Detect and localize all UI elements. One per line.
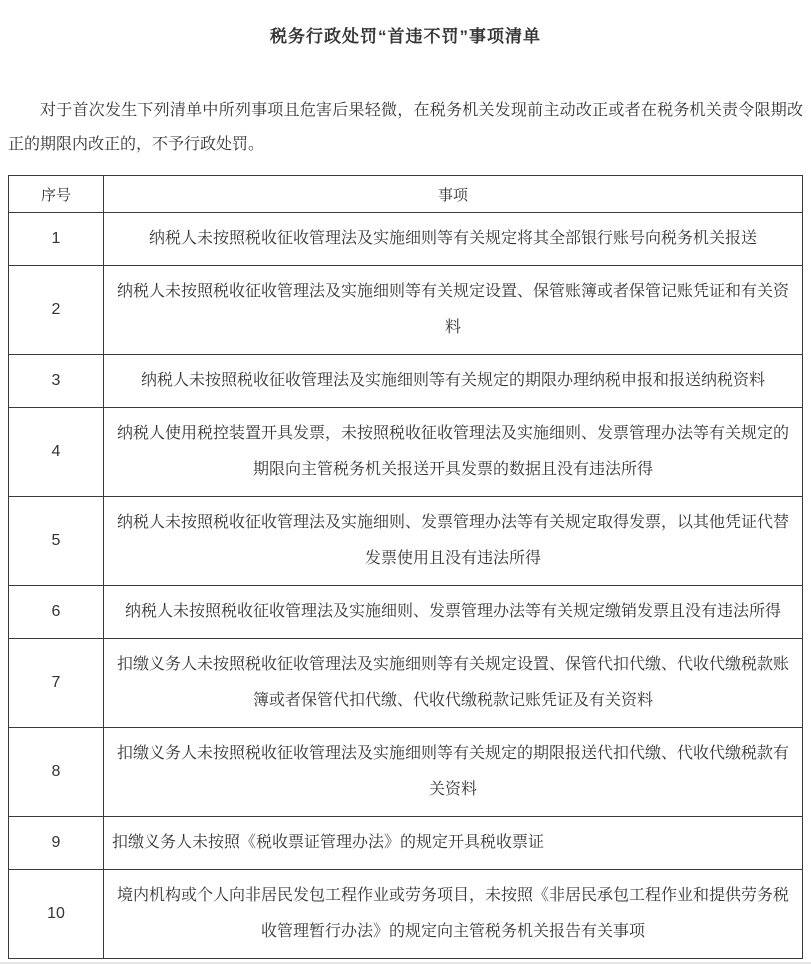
row-item-cell: 纳税人未按照税收征收管理法及实施细则、发票管理办法等有关规定缴销发票且没有违法所得: [104, 586, 803, 639]
column-header-serial-number: 序号: [9, 176, 104, 213]
row-item-cell: 扣缴义务人未按照《税收票证管理办法》的规定开具税收票证: [104, 817, 803, 870]
table-row: [9, 266, 803, 355]
table-row: [9, 408, 803, 497]
column-header-item: 事项: [104, 176, 803, 213]
table-row: [9, 497, 803, 586]
row-item-cell: 境内机构或个人向非居民发包工程作业或劳务项目，未按照《非居民承包工程作业和提供劳务税收管理暂行办法》的规定向主管税务机关报告有关事项: [104, 870, 803, 959]
document-page: [8, 0, 803, 959]
row-serial-number-cell: 9: [9, 817, 104, 870]
row-serial-number-cell: 5: [9, 497, 104, 586]
table-row: [9, 586, 803, 639]
table-row: [9, 817, 803, 870]
intro-paragraph: 对于首次发生下列清单中所列事项且危害后果轻微，在税务机关发现前主动改正或者在税务机关责令限期改正的期限内改正的，不予行政处罚。: [8, 102, 803, 153]
items-table: [8, 175, 803, 959]
row-item-cell: 扣缴义务人未按照税收征收管理法及实施细则等有关规定的期限报送代扣代缴、代收代缴税款有关资料: [104, 728, 803, 817]
table-row: [9, 870, 803, 959]
table-header-row: [9, 176, 803, 213]
table-row: [9, 728, 803, 817]
row-serial-number-cell: 2: [9, 266, 104, 355]
table-row: [9, 355, 803, 408]
row-item-cell: 纳税人使用税控装置开具发票，未按照税收征收管理法及实施细则、发票管理办法等有关规定的期限向主管税务机关报送开具发票的数据且没有违法所得: [104, 408, 803, 497]
row-serial-number-cell: 10: [9, 870, 104, 959]
row-serial-number-cell: 1: [9, 213, 104, 266]
row-item-cell: 纳税人未按照税收征收管理法及实施细则等有关规定设置、保管账簿或者保管记账凭证和有关资料: [104, 266, 803, 355]
row-serial-number-cell: 4: [9, 408, 104, 497]
row-item-cell: 纳税人未按照税收征收管理法及实施细则、发票管理办法等有关规定取得发票，以其他凭证代替发票使用且没有违法所得: [104, 497, 803, 586]
row-serial-number-cell: 6: [9, 586, 104, 639]
row-serial-number-cell: 7: [9, 639, 104, 728]
table-row: [9, 639, 803, 728]
row-item-cell: 纳税人未按照税收征收管理法及实施细则等有关规定的期限办理纳税申报和报送纳税资料: [104, 355, 803, 408]
page-title: 税务行政处罚“首违不罚”事项清单: [270, 27, 541, 46]
row-serial-number-cell: 8: [9, 728, 104, 817]
table-row: [9, 213, 803, 266]
row-item-cell: 纳税人未按照税收征收管理法及实施细则等有关规定将其全部银行账号向税务机关报送: [104, 213, 803, 266]
row-item-cell: 扣缴义务人未按照税收征收管理法及实施细则等有关规定设置、保管代扣代缴、代收代缴税款账簿或者保管代扣代缴、代收代缴税款记账凭证及有关资料: [104, 639, 803, 728]
row-serial-number-cell: 3: [9, 355, 104, 408]
